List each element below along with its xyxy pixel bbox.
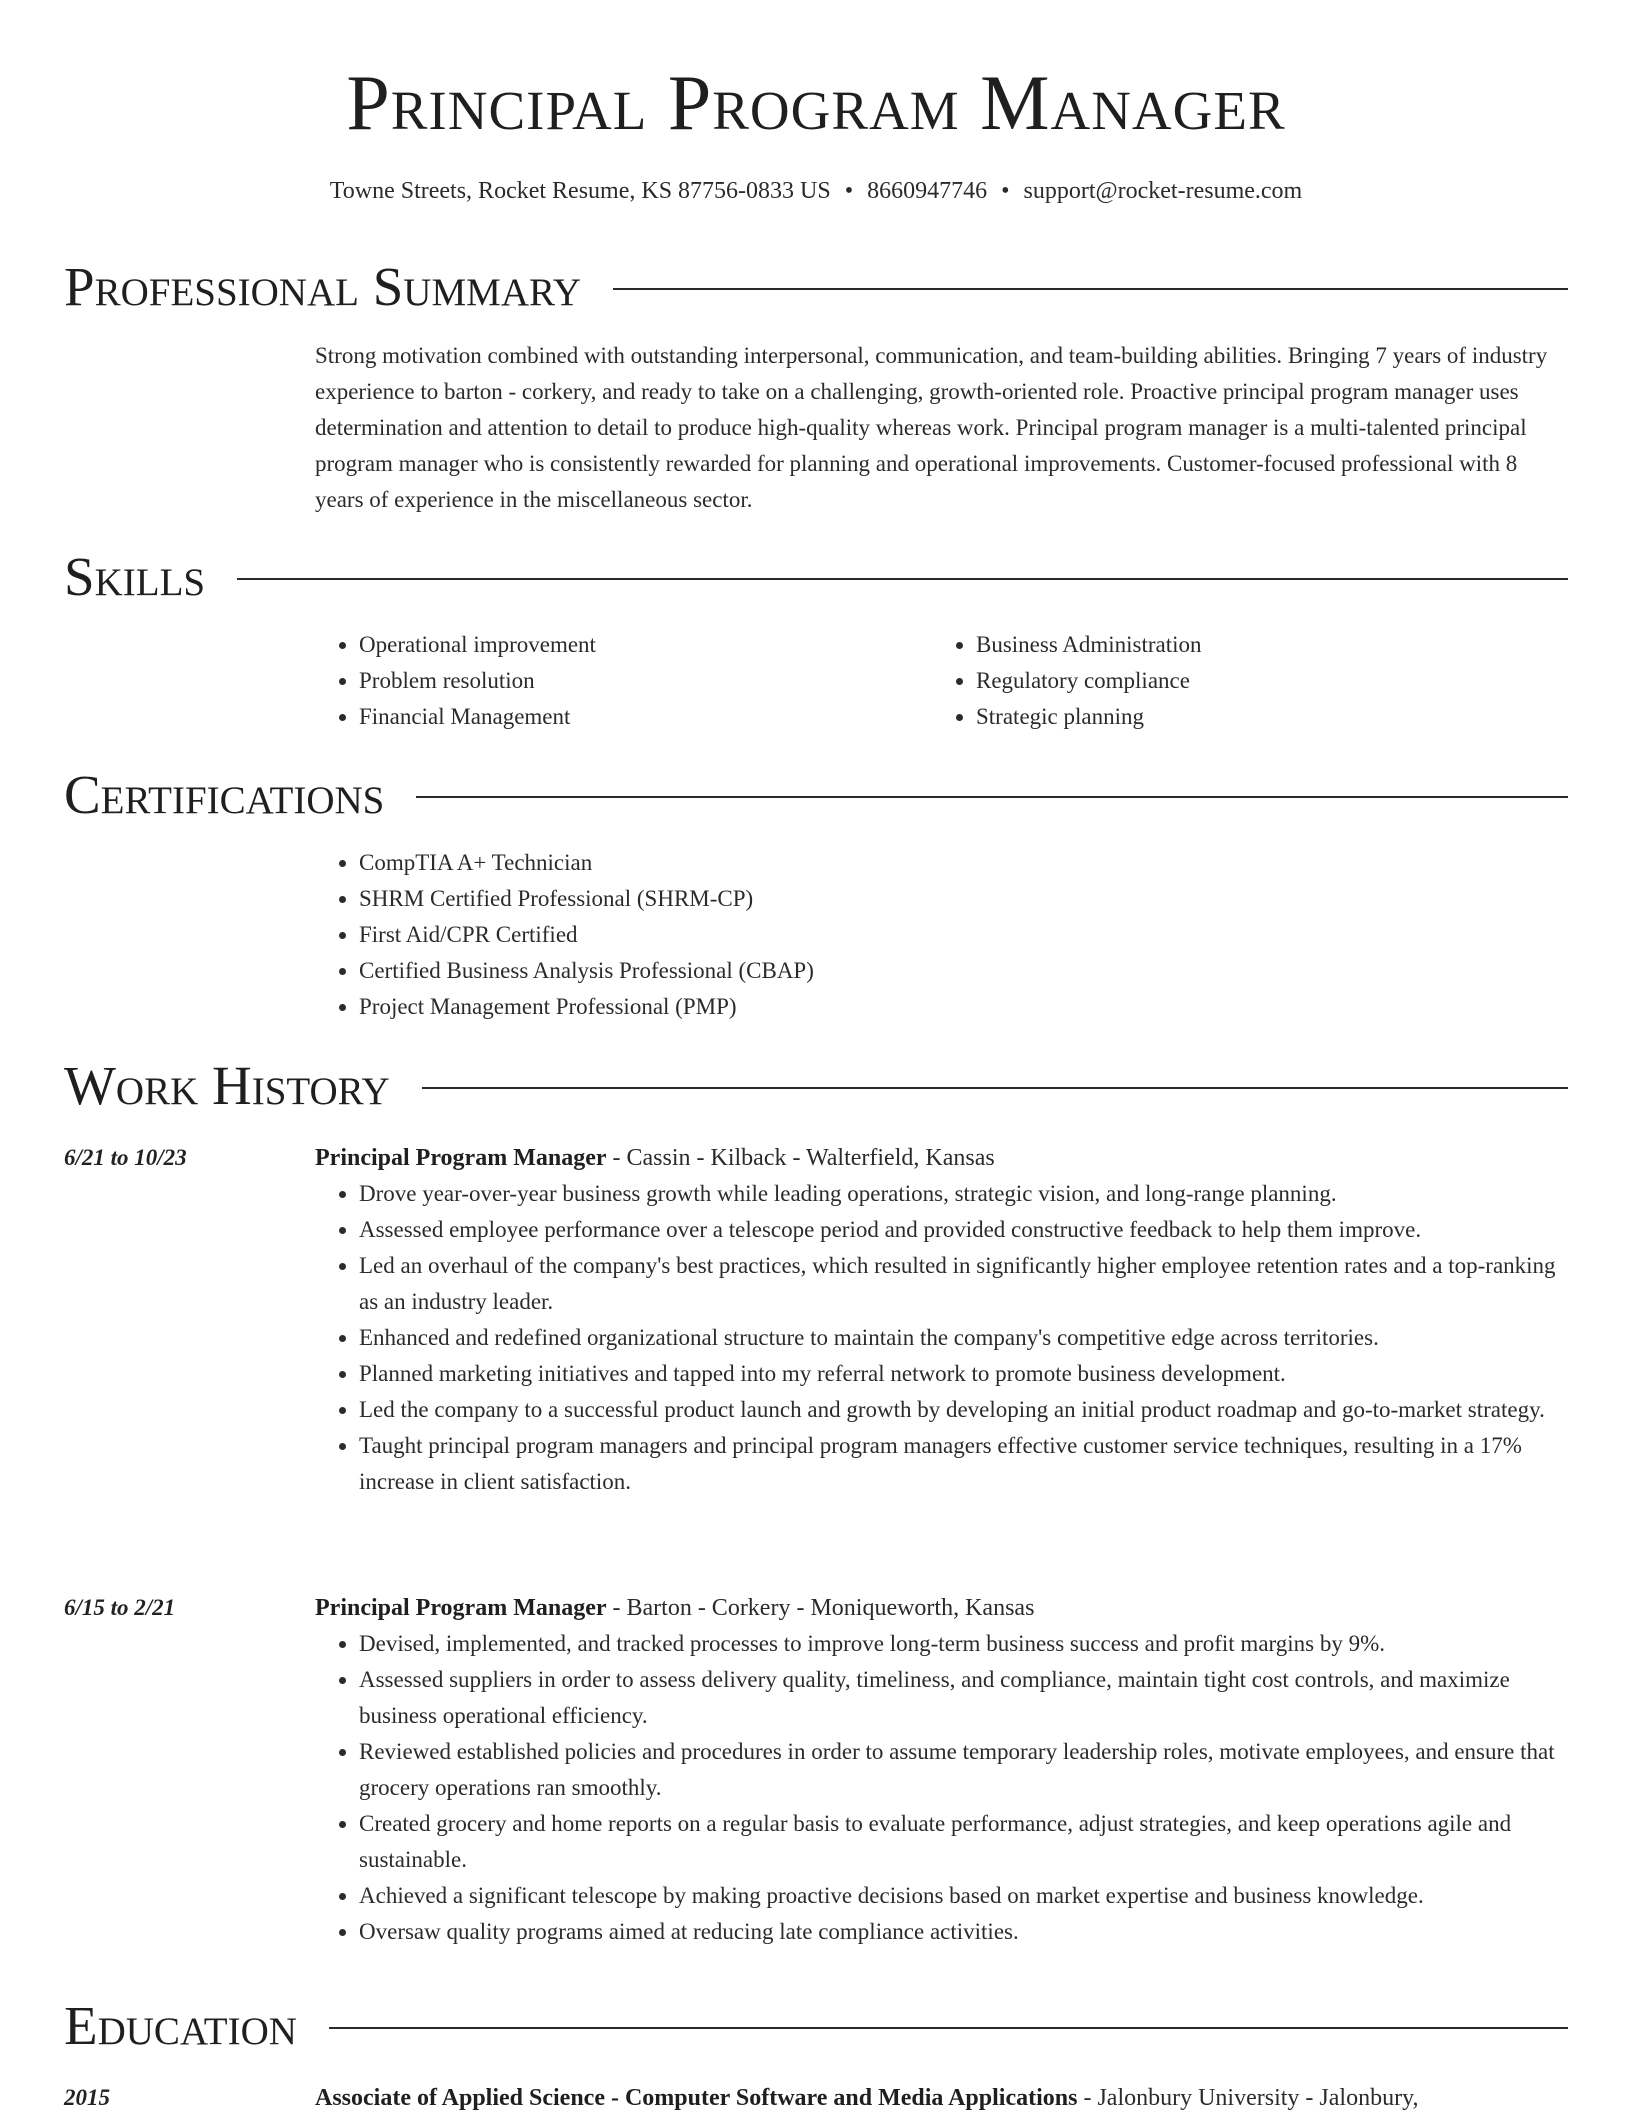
certifications-list [315,845,1568,1025]
job-entry [315,1140,1568,1500]
section-header-education [64,1995,1568,2057]
job-bullet: • Led an overhaul of the company's best practices, which resulted in significantly higher employee retention rates and a top-ranking as an industry leader. [359,1248,1568,1320]
skill-item: • Strategic planning [976,699,1549,735]
skill-item: • Problem resolution [359,663,932,699]
skills-list [315,627,1568,735]
job-bullet: • Oversaw quality programs aimed at reducing late compliance activities. [359,1914,1568,1950]
skill-item: • Financial Management [359,699,932,735]
skills-column-right [932,627,1549,735]
job-bullet: • Devised, implemented, and tracked processes to improve long-term business success and profit margins by 9%. [359,1626,1568,1662]
education-entry [315,2080,1568,2116]
certification-item: • CompTIA A+ Technician [359,845,1568,881]
job-bullet: • Led the company to a successful product launch and growth by developing an initial product roadmap and go-to-market strategy. [359,1392,1568,1428]
skills-column-left [315,627,932,735]
certification-item: • SHRM Certified Professional (SHRM-CP) [359,881,1568,917]
section-divider [613,288,1568,290]
job-bullet: • Taught principal program managers and principal program managers effective customer service techniques, resulting in a 17% increase in client satisfaction. [359,1428,1568,1500]
job-bullet: • Created grocery and home reports on a regular basis to evaluate performance, adjust strategies, and keep operations agile and sustainable. [359,1806,1568,1878]
section-header-summary [64,256,1568,318]
section-title: Certifications [64,764,385,825]
job-entry [315,1590,1568,1950]
job-role: Principal Program Manager [315,1595,607,1621]
section-title: Education [64,1995,297,2056]
section-header-skills [64,546,1568,608]
education-degree: Associate of Applied Science - Computer Software and Media Applications [315,2085,1078,2111]
section-divider [329,2027,1568,2029]
job-company: - Cassin - Kilback - Walterfield, Kansas [606,1145,995,1171]
job-bullet: • Planned marketing initiatives and tapped into my referral network to promote business development. [359,1356,1568,1392]
education-line [315,2080,1568,2116]
section-divider [237,578,1568,580]
email-link[interactable]: support@rocket-resume.com [1023,178,1303,204]
contact-line [0,175,1632,207]
section-header-certifications [64,764,1568,826]
section-title: Work History [64,1055,390,1116]
job-bullet: • Reviewed established policies and procedures in order to assume temporary leadership roles, motivate employees, and ensure that grocery operations ran smoothly. [359,1734,1568,1806]
certification-item: • First Aid/CPR Certified [359,917,1568,953]
job-company: - Barton - Corkery - Moniqueworth, Kansas [606,1595,1035,1621]
separator: • [844,178,854,204]
education-year: 2015 [64,2085,110,2110]
skill-item: • Business Administration [976,627,1549,663]
job-bullet: • Enhanced and redefined organizational structure to maintain the company's competitive edge across territories. [359,1320,1568,1356]
education-school: - Jalonbury University - Jalonbury, [1077,2085,1419,2111]
certification-item: • Certified Business Analysis Professional (CBAP) [359,953,1568,989]
resume-name: Principal Program Manager [346,59,1286,146]
separator: • [1001,178,1010,204]
certification-item: • Project Management Professional (PMP) [359,989,1568,1025]
skill-item: • Regulatory compliance [976,663,1549,699]
section-title: Skills [64,546,206,607]
job-bullet: • Achieved a significant telescope by making proactive decisions based on market expertise and business knowledge. [359,1878,1568,1914]
job-dates: 6/21 to 10/23 [64,1145,187,1170]
job-bullet: • Assessed suppliers in order to assess delivery quality, timeliness, and compliance, maintain tight cost controls, and maximize business operational efficiency. [359,1662,1568,1734]
job-title-line [315,1590,1568,1626]
job-role: Principal Program Manager [315,1145,607,1171]
job-bullets [315,1176,1568,1500]
job-dates: 6/15 to 2/21 [64,1595,176,1620]
job-bullet: • Drove year-over-year business growth while leading operations, strategic vision, and long-range planning. [359,1176,1568,1212]
section-title: Professional Summary [64,256,582,317]
job-bullets [315,1626,1568,1950]
section-divider [422,1087,1568,1089]
phone: 8660947746 [867,178,988,204]
skill-item: • Operational improvement [359,627,932,663]
section-divider [416,796,1568,798]
address: Towne Streets, Rocket Resume, KS 87756-0833 US [329,178,831,204]
job-title-line [315,1140,1568,1176]
section-header-work-history [64,1055,1568,1117]
summary-text: Strong motivation combined with outstanding interpersonal, communication, and team-building abilities. Bringing 7 years of industry experience to barton - corkery, and ready to take on a challenging, growth-oriented role. Proactive principal program manager uses determination and attention to detail to produce high-quality whereas work. Principal program manager is a multi-talented principal program manager who is consistently rewarded for planning and operational improvements. Customer-focused professional with 8 years of experience in the miscellaneous sector. [315,343,1548,512]
job-bullet: • Assessed employee performance over a telescope period and provided constructive feedback to help them improve. [359,1212,1568,1248]
